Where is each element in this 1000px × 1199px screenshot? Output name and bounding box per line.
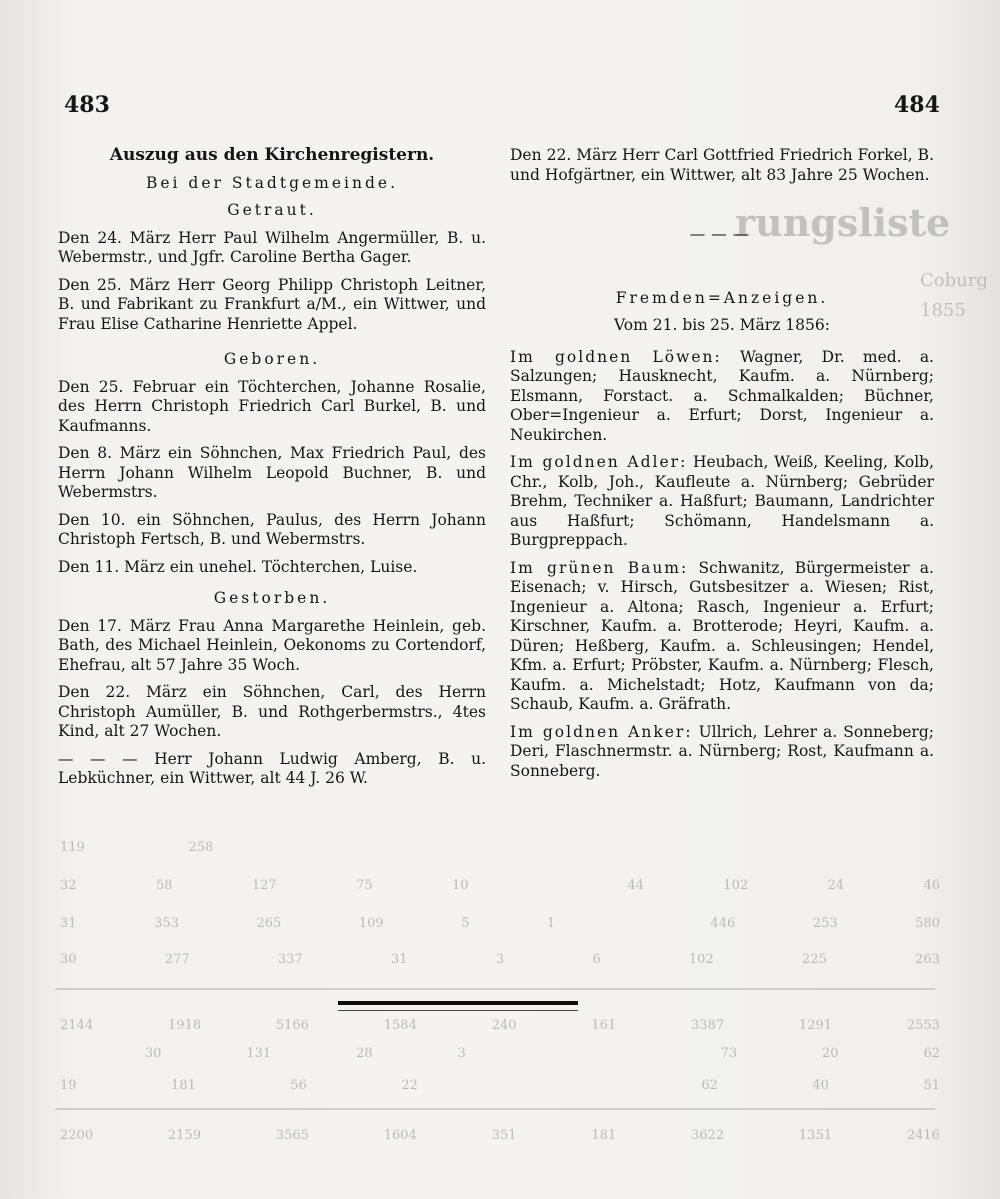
marriage-entry: Den 24. März Herr Paul Wilhelm Angermüller, B. u. Webermstr., und Jgfr. Caroline Bertha Gager.: [58, 228, 486, 266]
bleed-through-cell: 73: [720, 1046, 738, 1061]
bleed-through-cell: 277: [164, 952, 190, 967]
bleed-through-cell: 1604: [383, 1128, 417, 1143]
hotel-entry: [510, 453, 934, 551]
bleed-through-cell: 30: [144, 1046, 162, 1061]
hotel-name: Im goldnen Adler:: [510, 453, 688, 471]
bleed-through-year: 1855: [920, 300, 966, 321]
page-number-right: 484: [894, 92, 940, 118]
bleed-through-cell: 32: [60, 878, 77, 893]
left-column: [58, 146, 486, 797]
bleed-through-cell: 580: [915, 916, 940, 931]
bleed-through-cell: 258: [188, 840, 214, 855]
hotel-name: Im goldnen Anker:: [510, 722, 693, 741]
closing-rule-thick: [338, 1001, 578, 1005]
separator-dashes: ———: [689, 225, 755, 243]
bleed-through-cell: 225: [802, 952, 827, 967]
bleed-through-cell: 19: [60, 1078, 77, 1093]
bleed-through-row: [60, 1046, 940, 1061]
hotel-guests: Schwanitz, Bürgermeister a. Eisenach; v. Hirsch, Gutsbesitzer a. Wiesen; Rist, Ingenieur a. Altona; Rasch, Ingenieur a. Erfurt; Kirschner, Kaufm. a. Brotterode; Heyri, Kaufm. a. Düren; Heßberg, Kaufm. a. Schleusingen; Hendel, Kfm. a. Erfurt; Pröbster, Kaufm. a. Nürnberg; Flesch, Kaufm. a. Michelstadt; Hotz, Kaufmann von da; Schaub, Kaufm. a. Gräfrath.: [510, 558, 934, 713]
bleed-through-cell: 2144: [60, 1018, 94, 1033]
bleed-through-cell: 1918: [167, 1018, 202, 1033]
bleed-through-cell: 51: [923, 1078, 940, 1093]
bleed-through-cell: 337: [277, 952, 303, 967]
fremden-heading: Fremden=Anzeigen.: [615, 288, 829, 307]
hotel-entry: [510, 348, 934, 446]
bleed-through-cell: 2553: [906, 1018, 940, 1033]
hotel-guests: Heubach, Weiß, Keeling, Kolb, Chr., Kolb, Joh., Kaufleute a. Nürnberg; Gebrüder Brehm, Techniker a. Haßfurt; Baumann, Landrichter aus Haßfurt; Schömann, Handelsmann a. Burgpreppach.: [510, 453, 935, 549]
geboren-heading: Geboren.: [223, 350, 321, 368]
bleed-through-cell: 3565: [275, 1128, 309, 1143]
hotel-entry: [510, 559, 934, 715]
bleed-through-cell: 10: [452, 878, 469, 893]
bleed-through-cell: 28: [356, 1046, 373, 1061]
bleed-through-cell: 263: [915, 952, 940, 967]
bleed-through-cell: 1584: [383, 1018, 417, 1033]
closing-rule-thin: [338, 1010, 578, 1011]
bleed-through-cell: 240: [491, 1018, 517, 1033]
bleed-through-cell: 62: [701, 1078, 718, 1093]
fremden-date-range: Vom 21. bis 25. März 1856:: [614, 316, 830, 334]
bleed-through-row: [60, 916, 940, 931]
bleed-through-row: [60, 1018, 940, 1033]
bleed-through-cell: 1291: [798, 1018, 833, 1033]
birth-entry: Den 11. März ein unehel. Töchterchen, Luise.: [58, 557, 418, 576]
bleed-through-cell: 2416: [906, 1128, 940, 1143]
bleed-through-cell: 5: [461, 916, 470, 931]
bleed-through-cell: 6: [592, 952, 601, 967]
hotel-guests: Ullrich, Lehrer a. Sonneberg; Deri, Flaschnermstr. a. Nürnberg; Rost, Kaufmann a. Sonneberg.: [510, 722, 934, 780]
bleed-through-cell: 31: [60, 916, 77, 931]
gestorben-heading: Gestorben.: [213, 589, 331, 607]
bleed-through-cell: 22: [401, 1078, 418, 1093]
bleed-through-row: [60, 1078, 940, 1093]
bleed-through-cell: 3: [495, 952, 505, 967]
death-entry: Den 22. März ein Söhnchen, Carl, des Herrn Christoph Aumüller, B. und Rothgerbermstrs., 4tes Kind, alt 27 Wochen.: [58, 683, 486, 740]
bleed-through-cell: 24: [827, 878, 845, 893]
bleed-through-cell: 5166: [275, 1018, 309, 1033]
hotel-name: Im goldnen Löwen:: [510, 347, 722, 366]
bleed-through-row: [60, 840, 940, 855]
right-column: [510, 146, 934, 789]
getraut-heading: Getraut.: [227, 201, 317, 219]
bleed-through-cell: 3: [457, 1046, 466, 1061]
hotel-entry: [510, 723, 934, 782]
bleed-through-cell: 446: [710, 916, 736, 931]
bleed-through-cell: 265: [256, 916, 282, 931]
bleed-through-row: [60, 952, 940, 967]
bleed-through-heading: rungsliste: [735, 200, 951, 245]
bleed-through-cell: 3622: [691, 1128, 725, 1143]
bleed-through-cell: 161: [591, 1018, 617, 1033]
bleed-through-cell: 102: [688, 952, 714, 967]
bleed-through-cell: 58: [155, 878, 173, 893]
bleed-through-cell: 102: [723, 878, 749, 893]
bleed-through-cell: 1351: [798, 1128, 833, 1143]
bleed-through-cell: 44: [627, 878, 644, 893]
birth-entry: Den 8. März ein Söhnchen, Max Friedrich Paul, des Herrn Johann Wilhelm Leopold Buchner, B. und Webermstrs.: [58, 444, 486, 501]
bleed-through-cell: 181: [171, 1078, 196, 1093]
bleed-through-cell: 2159: [167, 1128, 202, 1143]
bleed-through-cell: 353: [154, 916, 179, 931]
bleed-through-rule: [55, 1108, 935, 1110]
bleed-through-cell: 253: [812, 916, 838, 931]
birth-entry: Den 25. Februar ein Töchterchen, Johanne Rosalie, des Herrn Christoph Friedrich Carl Burkel, B. und Kaufmanns.: [58, 377, 486, 435]
bleed-through-cell: 40: [812, 1078, 829, 1093]
hotel-name: Im grünen Baum:: [510, 558, 689, 577]
bleed-through-cell: 351: [491, 1128, 517, 1143]
bleed-through-row: [60, 878, 940, 893]
bleed-through-cell: 62: [923, 1046, 940, 1061]
bleed-through-cell: 1: [547, 916, 556, 931]
bleed-through-row: [60, 1128, 940, 1143]
bleed-through-cell: 75: [356, 878, 373, 893]
bleed-through-word: Coburg: [920, 270, 988, 291]
death-entry: Den 17. März Frau Anna Margarethe Heinlein, geb. Bath, des Michael Heinlein, Oekonoms zu Cortendorf, Ehefrau, alt 57 Jahre 35 Woch.: [58, 616, 486, 674]
marriage-entry: Den 25. März Herr Georg Philipp Christoph Leitner, B. und Fabrikant zu Frankfurt a/M., ein Wittwer, und Frau Elise Catharine Henriette Appel.: [58, 275, 486, 333]
bleed-through-cell: 109: [358, 916, 384, 931]
bleed-through-cell: 20: [822, 1046, 839, 1061]
page-number-left: 483: [64, 92, 110, 118]
birth-entry: Den 10. ein Söhnchen, Paulus, des Herrn Johann Christoph Fertsch, B. und Webermstrs.: [58, 510, 486, 548]
bleed-through-cell: 181: [591, 1128, 617, 1143]
bleed-through-cell: 2200: [60, 1128, 94, 1143]
section-heading: Auszug aus den Kirchenregistern.: [109, 145, 435, 165]
bleed-through-cell: 131: [246, 1046, 272, 1061]
bleed-through-cell: 46: [923, 878, 940, 893]
bleed-through-cell: 31: [391, 952, 408, 967]
bleed-through-cell: 119: [60, 840, 85, 855]
bleed-through-cell: 56: [290, 1078, 307, 1093]
bleed-through-cell: 127: [251, 878, 277, 893]
bleed-through-rule: [55, 988, 935, 990]
section-subheading: Bei der Stadtgemeinde.: [145, 173, 399, 192]
hotel-guests: Wagner, Dr. med. a. Salzungen; Hausknecht, Kaufm. a. Nürnberg; Elsmann, Forstact. a. Schmalkalden; Büchner, Ober=Ingenieur a. Erfurt; Dorst, Ingenieur a. Neukirchen.: [510, 347, 934, 444]
death-entry: — — — Herr Johann Ludwig Amberg, B. u. Lebküchner, ein Wittwer, alt 44 J. 26 W.: [58, 749, 486, 787]
death-entry-continued: Den 22. März Herr Carl Gottfried Friedrich Forkel, B. und Hofgärtner, ein Wittwer, alt 83 Jahre 25 Wochen.: [510, 146, 934, 184]
bleed-through-cell: 30: [60, 952, 77, 967]
bleed-through-cell: 3387: [691, 1018, 725, 1033]
